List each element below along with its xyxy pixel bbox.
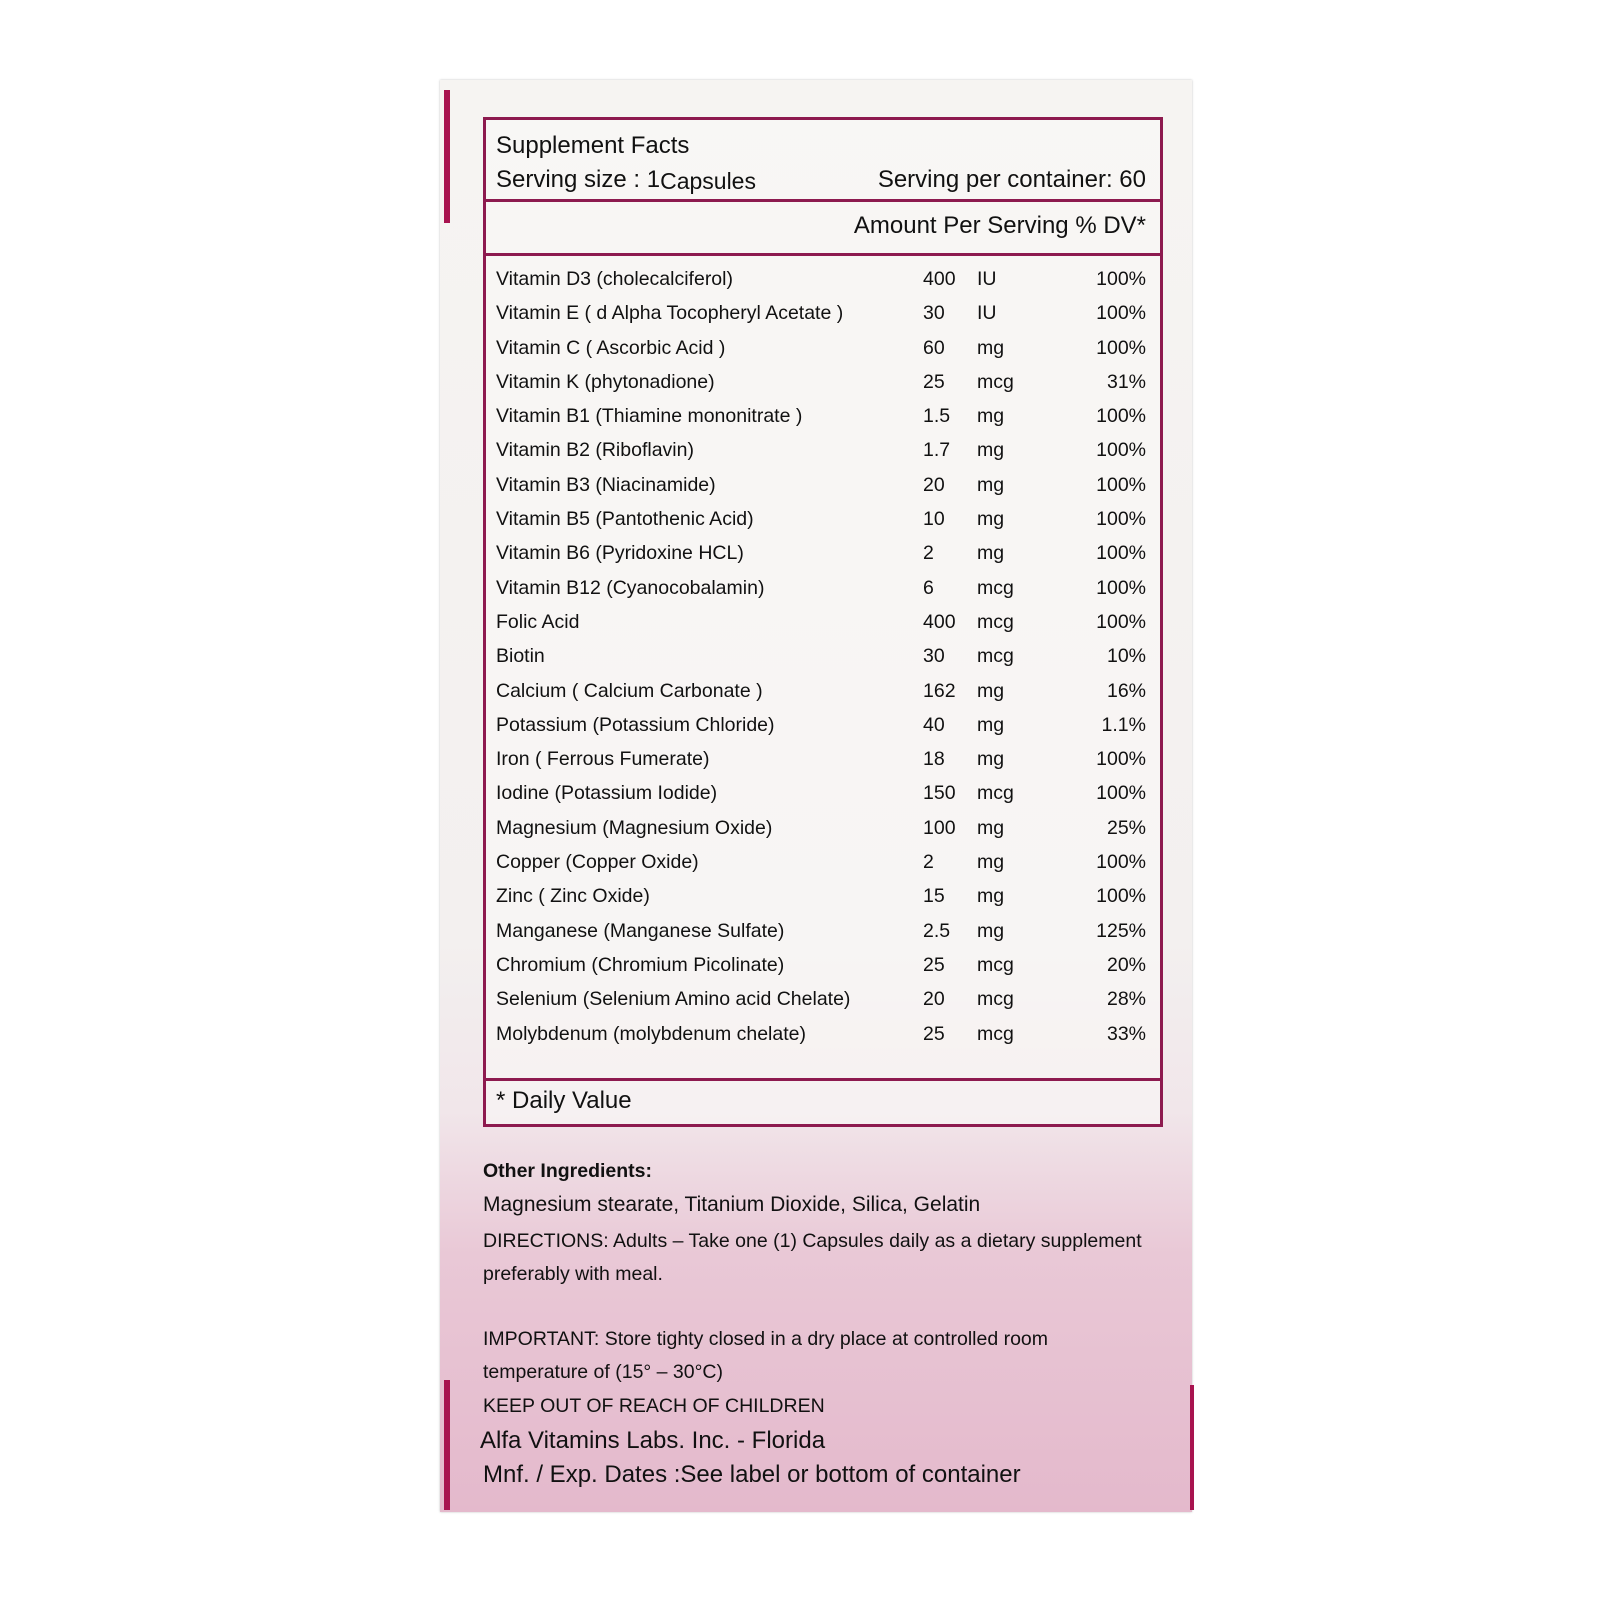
important-line-1: IMPORTANT: Store tighty closed in a dry place at controlled room [483, 1328, 1049, 1350]
nutrient-row [486, 508, 1160, 542]
nutrient-name: Magnesium (Magnesium Oxide) [496, 816, 773, 839]
other-ingredients-heading: Other Ingredients: [483, 1160, 653, 1182]
nutrient-row [486, 337, 1160, 371]
supplement-facts-panel [483, 117, 1163, 1127]
nutrient-dv: 125% [1096, 919, 1146, 942]
nutrient-unit: mcg [977, 645, 1014, 668]
nutrient-unit: mcg [977, 1022, 1014, 1045]
nutrient-unit: IU [977, 302, 997, 325]
nutrient-dv: 100% [1096, 542, 1146, 565]
nutrient-name: Zinc ( Zinc Oxide) [496, 885, 650, 908]
nutrient-amount: 30 [923, 645, 945, 668]
nutrient-unit: mcg [977, 953, 1014, 976]
amount-header: Amount Per Serving % DV* [853, 212, 1146, 239]
nutrient-amount: 6 [923, 576, 934, 599]
nutrient-dv: 100% [1096, 336, 1146, 359]
nutrient-dv: 10% [1106, 645, 1146, 668]
nutrient-name: Vitamin B5 (Pantothenic Acid) [496, 508, 754, 531]
nutrient-name: Biotin [496, 645, 545, 668]
nutrient-name: Iron ( Ferrous Fumerate) [496, 748, 710, 771]
dates-note: Mnf. / Exp. Dates :See label or bottom of container [483, 1461, 1021, 1488]
nutrient-dv: 100% [1096, 851, 1146, 874]
nutrient-row [486, 782, 1160, 816]
nutrient-amount: 150 [923, 782, 956, 805]
nutrient-unit: mg [977, 816, 1005, 839]
nutrient-row [486, 885, 1160, 919]
nutrient-name: Vitamin C ( Ascorbic Acid ) [496, 336, 726, 359]
nutrient-name: Manganese (Manganese Sulfate) [496, 919, 785, 942]
manufacturer: Alfa Vitamins Labs. Inc. - Florida [480, 1427, 826, 1454]
nutrient-row [486, 645, 1160, 679]
nutrient-dv: 100% [1096, 576, 1146, 599]
directions-line-1: DIRECTIONS: Adults – Take one (1) Capsules daily as a dietary supplement [483, 1230, 1142, 1252]
magenta-edge-top [444, 90, 450, 223]
nutrient-amount: 10 [923, 508, 945, 531]
nutrient-row [486, 577, 1160, 611]
serving-size [496, 166, 756, 194]
nutrient-row [486, 851, 1160, 885]
nutrient-name: Vitamin B1 (Thiamine mononitrate ) [496, 405, 803, 428]
nutrient-unit: mcg [977, 782, 1014, 805]
nutrient-name: Vitamin D3 (cholecalciferol) [496, 268, 733, 290]
nutrient-name: Vitamin K (phytonadione) [496, 370, 715, 393]
nutrient-unit: IU [977, 268, 997, 290]
nutrient-dv: 100% [1096, 302, 1146, 325]
nutrient-dv: 20% [1106, 953, 1146, 976]
facts-header [486, 120, 1160, 202]
nutrient-unit: mg [977, 851, 1005, 874]
magenta-edge-right [1190, 1385, 1194, 1510]
nutrient-amount: 20 [923, 988, 945, 1011]
nutrient-row [486, 988, 1160, 1022]
nutrient-dv: 28% [1106, 988, 1146, 1011]
warning-text: KEEP OUT OF REACH OF CHILDREN [483, 1395, 825, 1417]
nutrient-dv: 16% [1106, 679, 1146, 702]
nutrient-unit: mg [977, 336, 1005, 359]
nutrient-amount: 20 [923, 473, 945, 496]
nutrient-name: Vitamin B12 (Cyanocobalamin) [496, 576, 765, 599]
daily-value-note: * Daily Value [496, 1087, 632, 1114]
facts-title: Supplement Facts [496, 132, 690, 159]
nutrient-row [486, 817, 1160, 851]
nutrient-unit: mg [977, 679, 1005, 702]
nutrient-row [486, 439, 1160, 473]
nutrient-row [486, 748, 1160, 782]
magenta-edge-bottom [444, 1380, 450, 1510]
nutrient-unit: mcg [977, 988, 1014, 1011]
nutrient-amount: 162 [923, 679, 956, 702]
nutrient-dv: 31% [1106, 370, 1146, 393]
nutrient-list [486, 268, 1160, 1057]
nutrient-amount: 2.5 [923, 919, 951, 942]
nutrient-row [486, 474, 1160, 508]
nutrient-amount: 15 [923, 885, 945, 908]
nutrient-unit: mcg [977, 370, 1014, 393]
nutrient-name: Vitamin B6 (Pyridoxine HCL) [496, 542, 744, 565]
nutrient-row [486, 611, 1160, 645]
nutrient-amount: 30 [923, 302, 945, 325]
nutrient-amount: 25 [923, 370, 945, 393]
nutrient-unit: mg [977, 405, 1005, 428]
nutrient-dv: 100% [1096, 268, 1146, 290]
other-ingredients: Magnesium stearate, Titanium Dioxide, Silica, Gelatin [483, 1193, 981, 1216]
nutrient-unit: mcg [977, 610, 1014, 633]
nutrient-name: Copper (Copper Oxide) [496, 851, 699, 874]
facts-footer [486, 1078, 1160, 1124]
nutrient-amount: 2 [923, 542, 934, 565]
nutrient-unit: mg [977, 473, 1005, 496]
nutrient-row [486, 405, 1160, 439]
nutrient-dv: 100% [1096, 508, 1146, 531]
nutrient-dv: 100% [1096, 748, 1146, 771]
important-line-2: temperature of (15° – 30°C) [483, 1361, 723, 1383]
nutrient-unit: mg [977, 713, 1005, 736]
nutrient-dv: 25% [1106, 816, 1146, 839]
serving-size-label: Serving size : 1 [496, 166, 661, 193]
amount-header-row [486, 202, 1160, 256]
nutrient-row [486, 680, 1160, 714]
nutrient-row [486, 268, 1160, 302]
nutrient-amount: 2 [923, 851, 934, 874]
nutrient-dv: 1.1% [1101, 713, 1146, 736]
nutrient-amount: 1.5 [923, 405, 951, 428]
nutrient-dv: 100% [1096, 473, 1146, 496]
nutrient-amount: 100 [923, 816, 956, 839]
nutrient-unit: mg [977, 508, 1005, 531]
nutrient-amount: 40 [923, 713, 945, 736]
nutrient-name: Potassium (Potassium Chloride) [496, 713, 775, 736]
nutrient-unit: mg [977, 439, 1005, 462]
nutrient-dv: 33% [1106, 1022, 1146, 1045]
nutrient-unit: mg [977, 542, 1005, 565]
nutrient-row [486, 542, 1160, 576]
nutrient-name: Folic Acid [496, 610, 580, 633]
nutrient-unit: mcg [977, 576, 1014, 599]
nutrient-dv: 100% [1096, 610, 1146, 633]
nutrient-dv: 100% [1096, 782, 1146, 805]
nutrient-amount: 400 [923, 610, 956, 633]
nutrient-amount: 25 [923, 1022, 945, 1045]
directions-line-2: preferably with meal. [483, 1263, 663, 1285]
nutrient-dv: 100% [1096, 405, 1146, 428]
nutrient-amount: 25 [923, 953, 945, 976]
nutrient-row [486, 954, 1160, 988]
nutrient-row [486, 920, 1160, 954]
nutrient-unit: mg [977, 748, 1005, 771]
nutrient-row [486, 1023, 1160, 1057]
nutrient-name: Vitamin B3 (Niacinamide) [496, 473, 716, 496]
servings-per-container: Serving per container: 60 [877, 166, 1146, 193]
nutrient-row [486, 714, 1160, 748]
nutrient-name: Calcium ( Calcium Carbonate ) [496, 679, 763, 702]
nutrient-row [486, 302, 1160, 336]
nutrient-unit: mg [977, 885, 1005, 908]
nutrient-name: Vitamin B2 (Riboflavin) [496, 439, 694, 462]
nutrient-amount: 400 [923, 268, 956, 290]
nutrient-amount: 1.7 [923, 439, 951, 462]
nutrient-dv: 100% [1096, 885, 1146, 908]
nutrient-name: Molybdenum (molybdenum chelate) [496, 1022, 806, 1045]
nutrient-name: Selenium (Selenium Amino acid Chelate) [496, 988, 851, 1011]
nutrient-dv: 100% [1096, 439, 1146, 462]
nutrient-amount: 18 [923, 748, 945, 771]
nutrient-amount: 60 [923, 336, 945, 359]
nutrient-unit: mg [977, 919, 1005, 942]
nutrient-name: Vitamin E ( d Alpha Tocopheryl Acetate ) [496, 302, 844, 325]
nutrient-name: Chromium (Chromium Picolinate) [496, 953, 785, 976]
nutrient-name: Iodine (Potassium Iodide) [496, 782, 718, 805]
serving-size-unit: Capsules [660, 168, 756, 194]
nutrient-row [486, 371, 1160, 405]
